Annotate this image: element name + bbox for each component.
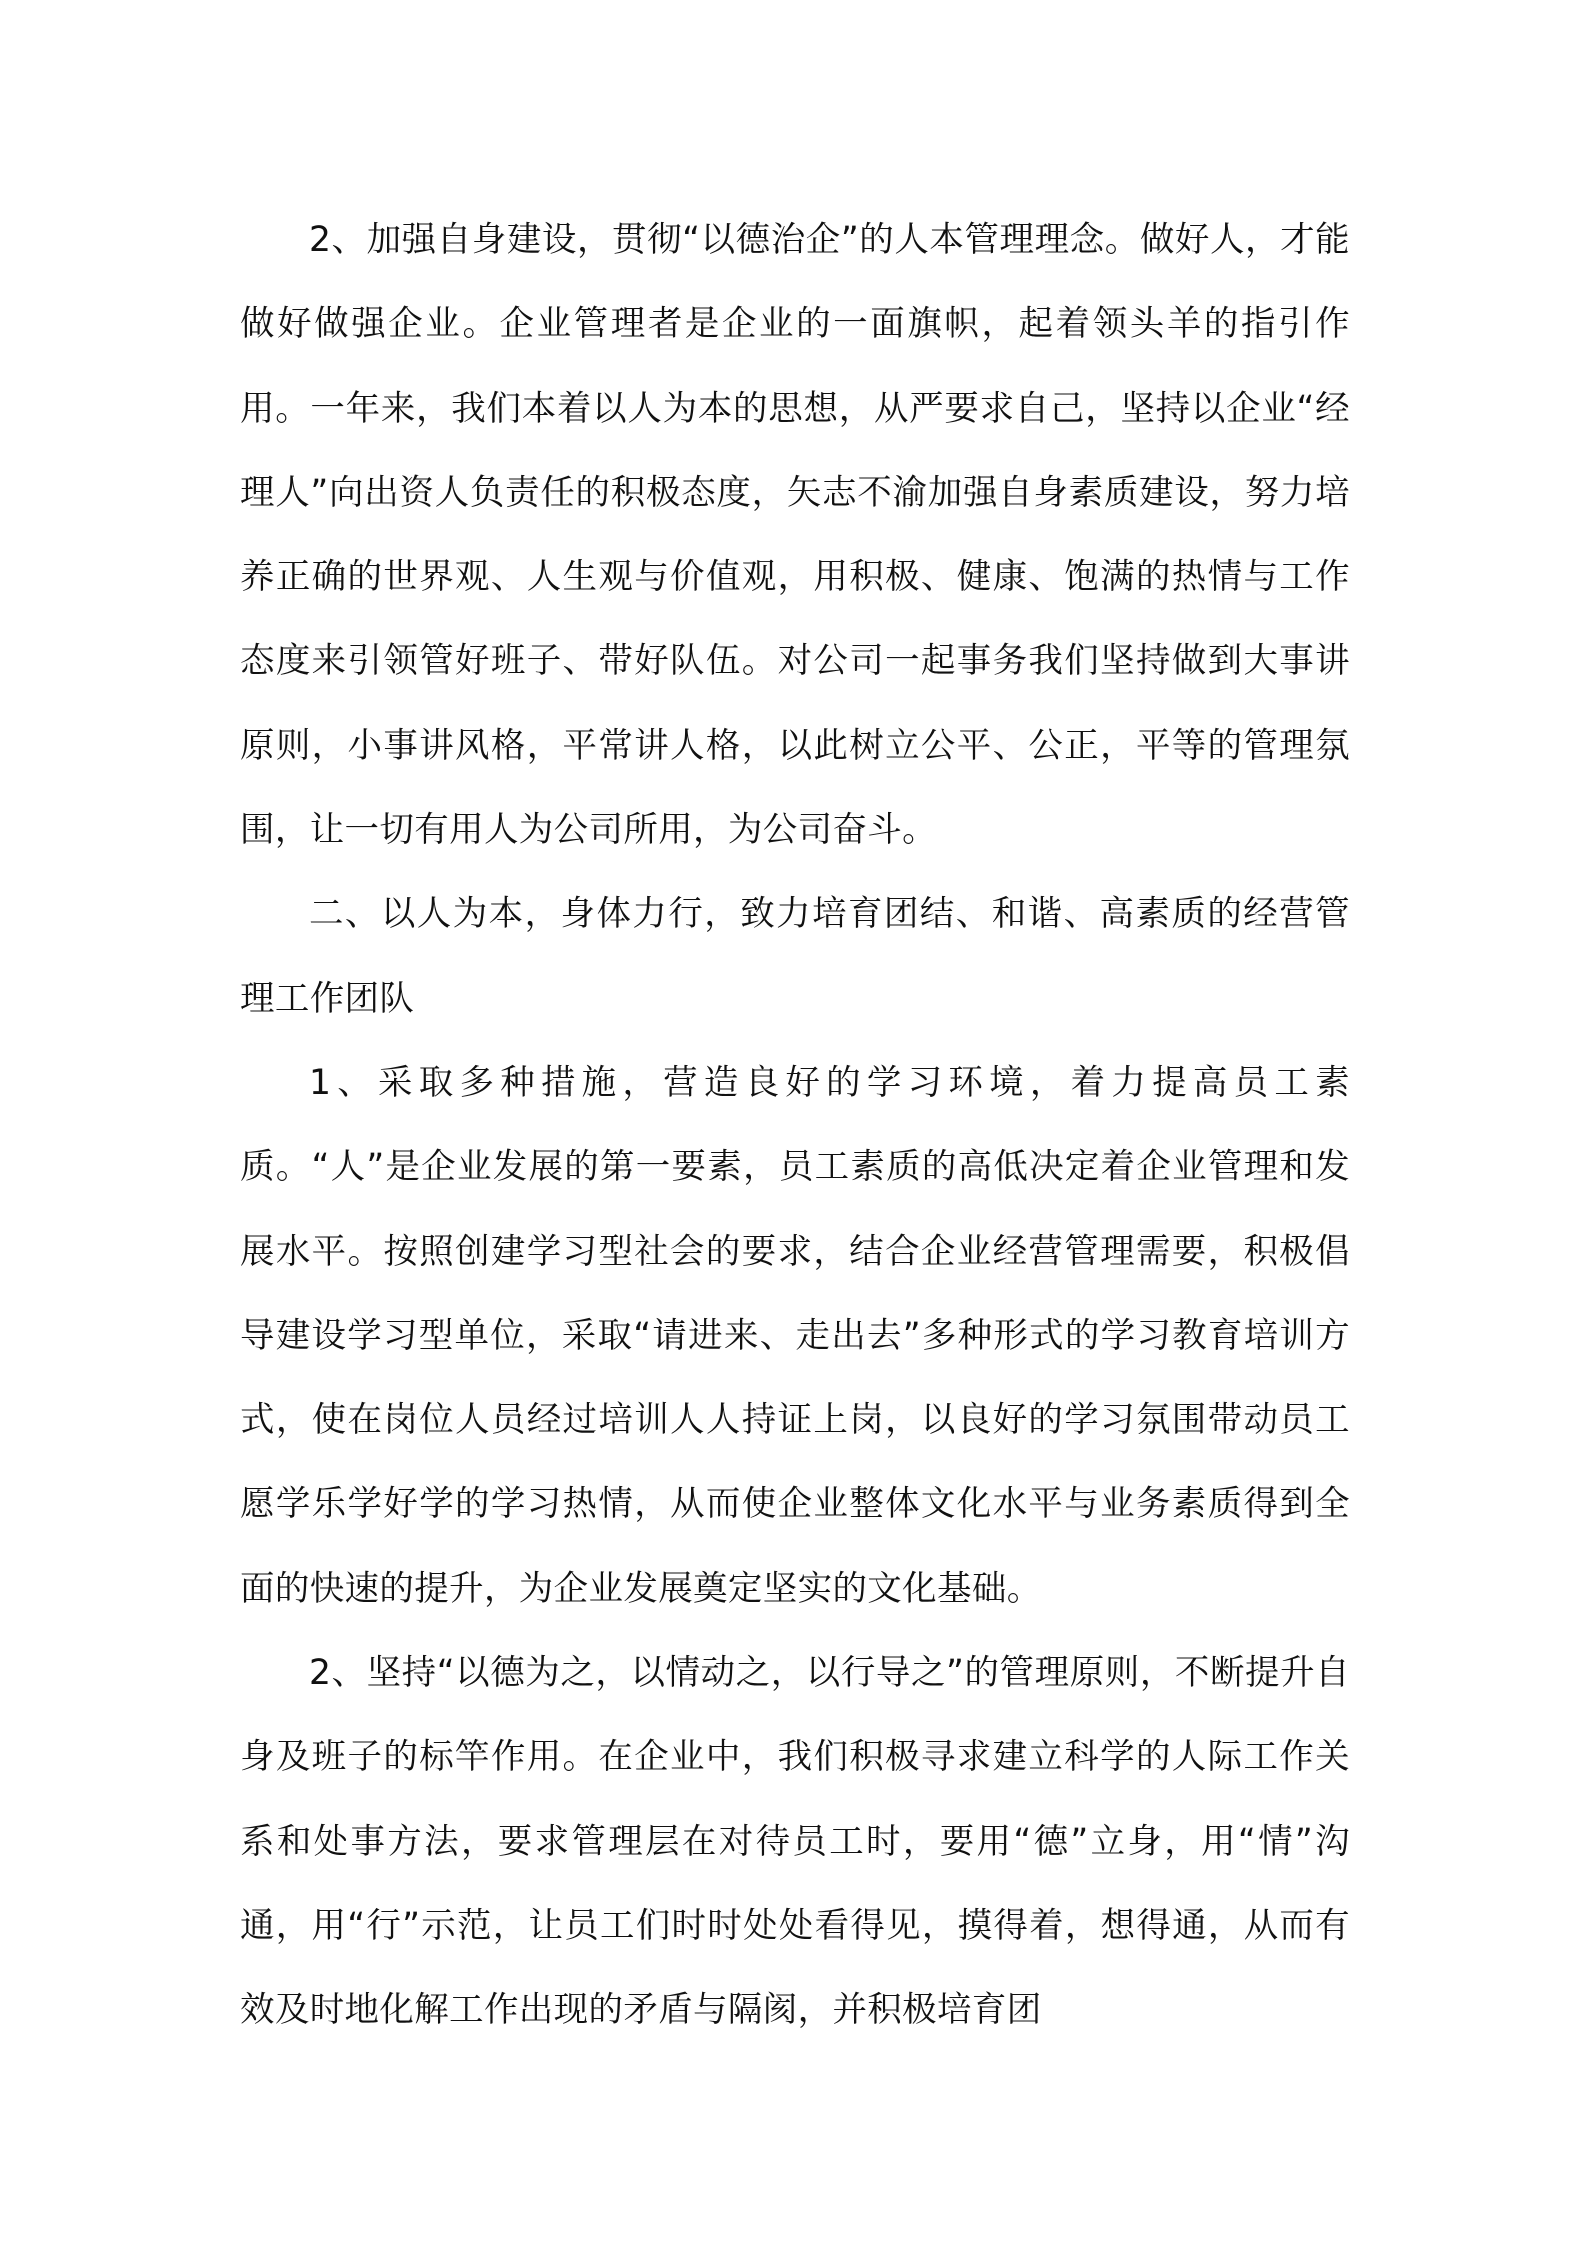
section-heading-team-building: 二、以人为本，身体力行，致力培育团结、和谐、高素质的经营管理工作团队: [240, 894, 1350, 1019]
paragraph-learning-environment: 1、采取多种措施，营造良好的学习环境，着力提高员工素质。“人”是企业发展的第一要素，员工素质的高低决定着企业管理和发展水平。按照创建学习型社会的要求，结合企业经营管理需要，积极倡导建设学习型单位，采取“请进来、走出去”多种形式的学习教育培训方式，使在岗位人员经过培训人人持证上岗，以良好的学习氛围带动员工愿学乐学好学的学习热情，从而使企业整体文化水平与业务素质得到全面的快速的提升，为企业发展奠定坚实的文化基础。: [240, 1062, 1350, 1609]
paragraph-moral-management: 2、加强自身建设，贯彻“以德治企”的人本管理理念。做好人，才能做好做强企业。企业管理者是企业的一面旗帜，起着领头羊的指引作用。一年来，我们本着以人为本的思想，从严要求自己，坚持以企业“经理人”向出资人负责任的积极态度，矢志不渝加强自身素质建设，努力培养正确的世界观、人生观与价值观，用积极、健康、饱满的热情与工作态度来引领管好班子、带好队伍。对公司一起事务我们坚持做到大事讲原则，小事讲风格，平常讲人格，以此树立公平、公正，平等的管理氛围，让一切有用人为公司所用，为公司奋斗。: [240, 220, 1350, 851]
paragraph-management-principles: 2、坚持“以德为之，以情动之，以行导之”的管理原则，不断提升自身及班子的标竿作用。在企业中，我们积极寻求建立科学的人际工作关系和处事方法，要求管理层在对待员工时，要用“德”立身，用“情”沟通，用“行”示范，让员工们时时处处看得见，摸得着，想得通，从而有效及时地化解工作出现的矛盾与隔阂，并积极培育团: [240, 1653, 1350, 2031]
document-body: [240, 198, 1350, 2053]
